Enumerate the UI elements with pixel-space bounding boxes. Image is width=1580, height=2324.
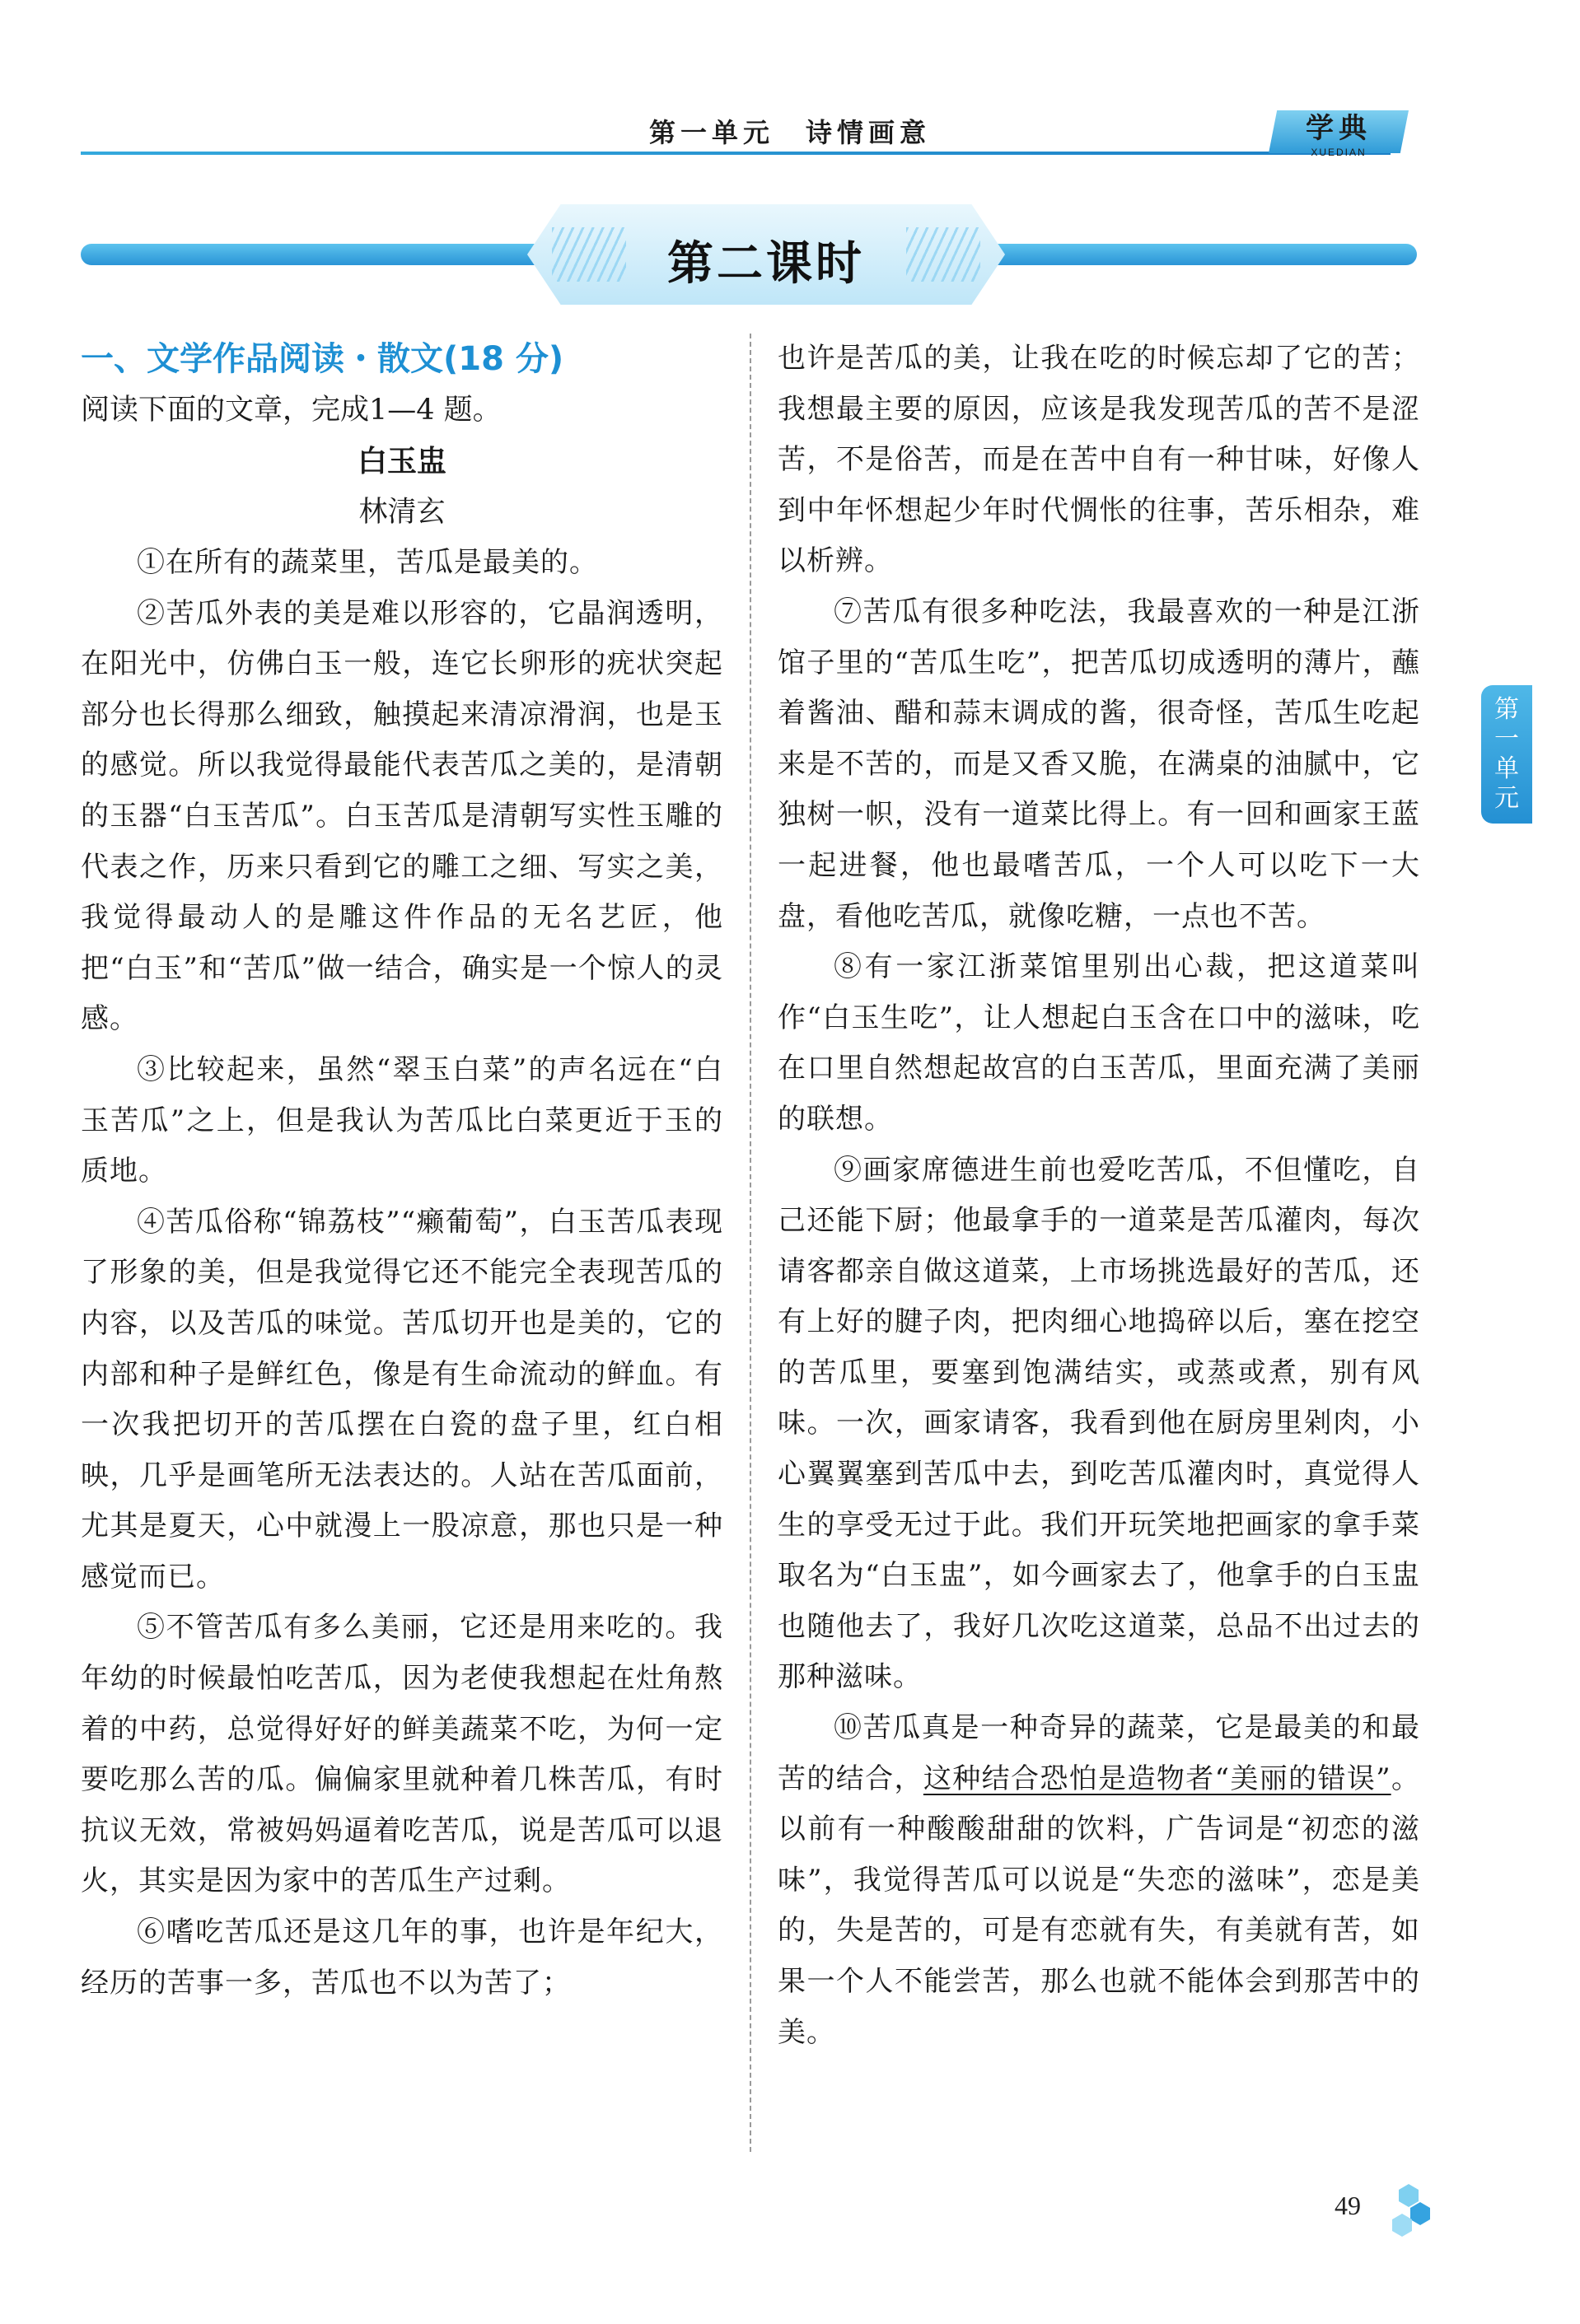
left-column (81, 334, 723, 2009)
paragraph-8: ⑧有一家江浙菜馆里别出心裁，把这道菜叫作“白玉生吃”，让人想起白玉含在口中的滋味，吃在口里自然想起故宫的白玉苦瓜，里面充满了美丽的联想。 (778, 950, 1420, 1136)
paragraph-6-continued: 也许是苦瓜的美，让我在吃的时候忘却了它的苦；我想最主要的原因，应该是我发现苦瓜的苦不是涩苦，不是俗苦，而是在苦中自有一种甘味，好像人到中年怀想起少年时代惆怅的往事，苦乐相杂，难以析辨。 (778, 342, 1420, 578)
header-rule (81, 152, 1391, 155)
logo-text: 学典 (1306, 112, 1372, 145)
column-divider (750, 334, 751, 2152)
article-title: 白玉盅 (357, 444, 446, 478)
paragraph-5: ⑤不管苦瓜有多么美丽，它还是用来吃的。我年幼的时候最怕吃苦瓜，因为老使我想起在灶角熬着的中药，总觉得好好的鲜美蔬菜不吃，为何一定要吃那么苦的瓜。偏偏家里就种着几株苦瓜，有时抗议无效，常被妈妈逼着吃苦瓜，说是苦瓜可以退火，其实是因为家中的苦瓜生产过剩。 (81, 1611, 723, 1898)
lesson-title: 第二课时 (667, 237, 865, 291)
logo-subtitle: XUEDIAN (1311, 147, 1367, 158)
underlined-sentence: 这种结合恐怕是造物者“美丽的错误” (923, 1762, 1391, 1795)
publisher-logo (1269, 99, 1409, 165)
paragraph-1: ①在所有的蔬菜里，苦瓜是最美的。 (137, 546, 598, 579)
article-author: 林清玄 (358, 496, 446, 529)
paragraph-10 (778, 1703, 1420, 2058)
section-heading: 一、文学作品阅读・散文(18 分) (81, 340, 564, 378)
hexagon-decoration-icon (1384, 2182, 1433, 2240)
side-tab-char: 一 (1494, 725, 1519, 754)
running-header-title: 第一单元 诗情画意 (648, 117, 931, 148)
paragraph-6-start: ⑥嗜吃苦瓜还是这几年的事，也许是年纪大，经历的苦事一多，苦瓜也不以为苦了； (81, 1916, 723, 2000)
side-tab-char: 单 (1494, 754, 1519, 783)
paragraph-7: ⑦苦瓜有很多种吃法，我最喜欢的一种是江浙馆子里的“苦瓜生吃”，把苦瓜切成透明的薄片，蘸着酱油、醋和蒜末调成的酱，很奇怪，苦瓜生吃起来是不苦的，而是又香又脆，在满桌的油腻中，它独树一帜，没有一道菜比得上。有一回和画家王蓝一起进餐，他也最嗜苦瓜，一个人可以吃下一大盘，看他吃苦瓜，就像吃糖，一点也不苦。 (778, 595, 1420, 933)
paragraph-9: ⑨画家席德进生前也爱吃苦瓜，不但懂吃，自己还能下厨；他最拿手的一道菜是苦瓜灌肉，每次请客都亲自做这道菜，上市场挑选最好的苦瓜，还有上好的腱子肉，把肉细心地捣碎以后，塞在挖空的苦瓜里，要塞到饱满结实，或蒸或煮，别有风味。一次，画家请客，我看到他在厨房里剁肉，小心翼翼塞到苦瓜中去，到吃苦瓜灌肉时，真觉得人生的享受无过于此。我们开玩笑地把画家的拿手菜取名为“白玉盅”，如今画家去了，他拿手的白玉盅也随他去了，我好几次吃这道菜，总品不出过去的那种滋味。 (778, 1153, 1420, 1694)
right-column (778, 334, 1420, 2058)
page-number: 49 (1335, 2191, 1361, 2220)
paragraph-10-before: ⑩苦瓜真是一种奇异的蔬菜，它是最美的和最苦的结合， (778, 1711, 1420, 1795)
side-tab-char: 第 (1494, 695, 1519, 724)
instruction: 阅读下面的文章，完成1—4 题。 (81, 394, 502, 427)
side-tab-char: 元 (1494, 784, 1519, 813)
unit-side-tab (1481, 685, 1532, 824)
paragraph-10-after: 。以前有一种酸酸甜甜的饮料，广告词是“初恋的滋味”，我觉得苦瓜可以说是“失恋的滋味”，恋是美的，失是苦的，可是有恋就有失，有美就有苦，如果一个人不能尝苦，那么也就不能体会到那苦中的美。 (778, 1762, 1421, 2049)
paragraph-4: ④苦瓜俗称“锦荔枝”“癞葡萄”，白玉苦瓜表现了形象的美，但是我觉得它还不能完全表现苦瓜的内容，以及苦瓜的味觉。苦瓜切开也是美的，它的内部和种子是鲜红色，像是有生命流动的鲜血。有一次我把切开的苦瓜摆在白瓷的盘子里，红白相映，几乎是画笔所无法表达的。人站在苦瓜面前，尤其是夏天，心中就漫上一股凉意，那也只是一种感觉而已。 (81, 1205, 723, 1594)
paragraph-2: ②苦瓜外表的美是难以形容的，它晶润透明，在阳光中，仿佛白玉一般，连它长卵形的疣状突起部分也长得那么细致，触摸起来清凉滑润，也是玉的感觉。所以我觉得最能代表苦瓜之美的，是清朝的玉器“白玉苦瓜”。白玉苦瓜是清朝写实性玉雕的代表之作，历来只看到它的雕工之细、写实之美，我觉得最动人的是雕这件作品的无名艺匠，他把“白玉”和“苦瓜”做一结合，确实是一个惊人的灵感。 (81, 596, 723, 1036)
paragraph-3: ③比较起来，虽然“翠玉白菜”的声名远在“白玉苦瓜”之上，但是我认为苦瓜比白菜更近于玉的质地。 (81, 1052, 723, 1188)
